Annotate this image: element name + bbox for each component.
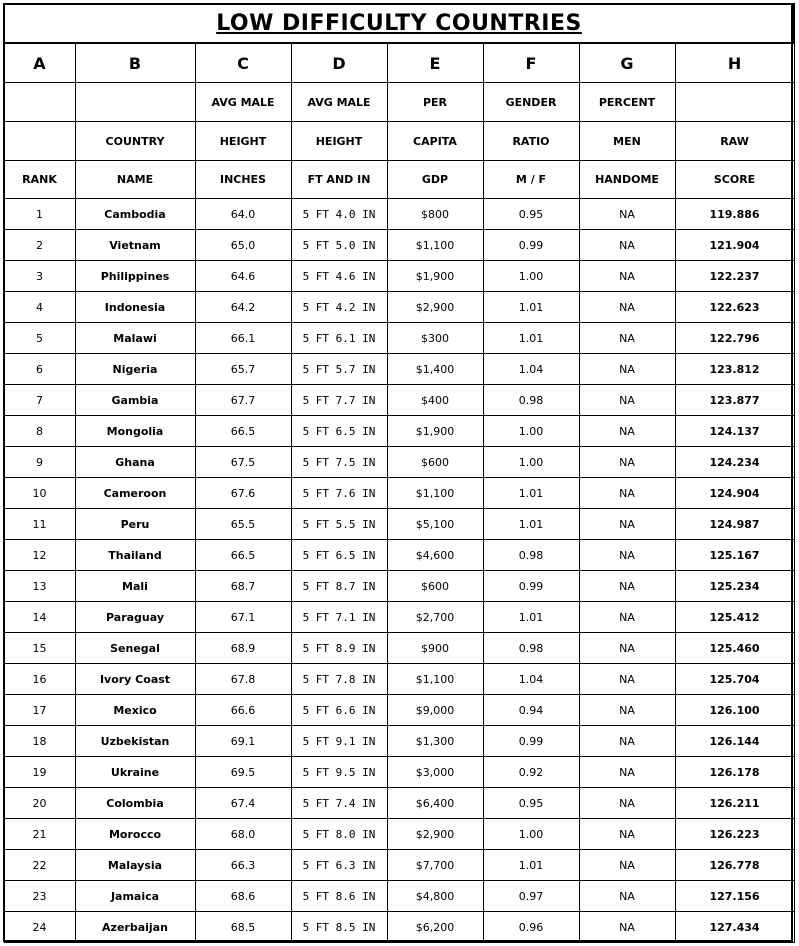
gender-ratio-cell: 1.01	[483, 509, 579, 540]
percent-men-cell: NA	[579, 230, 675, 261]
height-ftin-cell: 5 FT 8.5 IN	[291, 912, 387, 943]
height-ftin-cell: 5 FT 6.6 IN	[291, 695, 387, 726]
country-name-cell: Ukraine	[75, 757, 195, 788]
rank-cell: 10	[4, 478, 75, 509]
column-letter: A	[4, 43, 75, 83]
raw-score-cell: 121.904	[675, 230, 794, 261]
gender-ratio-cell: 1.01	[483, 602, 579, 633]
header-cell: RAW	[675, 122, 794, 161]
raw-score-cell: 127.156	[675, 881, 794, 912]
gender-ratio-cell: 0.99	[483, 726, 579, 757]
gdp-cell: $6,400	[387, 788, 483, 819]
height-inches-cell: 69.1	[195, 726, 291, 757]
gdp-cell: $1,100	[387, 230, 483, 261]
height-ftin-cell: 5 FT 6.5 IN	[291, 540, 387, 571]
gdp-cell: $1,300	[387, 726, 483, 757]
percent-men-cell: NA	[579, 509, 675, 540]
gdp-cell: $1,100	[387, 664, 483, 695]
height-ftin-cell: 5 FT 7.4 IN	[291, 788, 387, 819]
gdp-cell: $2,900	[387, 819, 483, 850]
raw-score-cell: 123.877	[675, 385, 794, 416]
gender-ratio-cell: 0.95	[483, 199, 579, 230]
height-ftin-cell: 5 FT 8.9 IN	[291, 633, 387, 664]
country-name-cell: Colombia	[75, 788, 195, 819]
percent-men-cell: NA	[579, 416, 675, 447]
header-cell: FT AND IN	[291, 161, 387, 199]
percent-men-cell: NA	[579, 447, 675, 478]
raw-score-cell: 126.144	[675, 726, 794, 757]
gender-ratio-cell: 1.01	[483, 478, 579, 509]
gdp-cell: $600	[387, 571, 483, 602]
gender-ratio-cell: 0.95	[483, 788, 579, 819]
height-inches-cell: 68.6	[195, 881, 291, 912]
percent-men-cell: NA	[579, 912, 675, 943]
height-inches-cell: 67.7	[195, 385, 291, 416]
percent-men-cell: NA	[579, 664, 675, 695]
rank-cell: 1	[4, 199, 75, 230]
gdp-cell: $1,400	[387, 354, 483, 385]
header-cell: PER	[387, 83, 483, 122]
country-name-cell: Ivory Coast	[75, 664, 195, 695]
country-name-cell: Morocco	[75, 819, 195, 850]
raw-score-cell: 122.796	[675, 323, 794, 354]
rank-cell: 12	[4, 540, 75, 571]
height-ftin-cell: 5 FT 4.6 IN	[291, 261, 387, 292]
raw-score-cell: 124.234	[675, 447, 794, 478]
column-letter: E	[387, 43, 483, 83]
header-cell: SCORE	[675, 161, 794, 199]
gdp-cell: $800	[387, 199, 483, 230]
header-cell: NAME	[75, 161, 195, 199]
percent-men-cell: NA	[579, 881, 675, 912]
height-ftin-cell: 5 FT 4.2 IN	[291, 292, 387, 323]
raw-score-cell: 125.412	[675, 602, 794, 633]
country-name-cell: Peru	[75, 509, 195, 540]
country-name-cell: Malawi	[75, 323, 195, 354]
gdp-cell: $600	[387, 447, 483, 478]
raw-score-cell: 127.434	[675, 912, 794, 943]
column-letter: H	[675, 43, 794, 83]
column-letter: D	[291, 43, 387, 83]
percent-men-cell: NA	[579, 354, 675, 385]
raw-score-cell: 126.778	[675, 850, 794, 881]
gdp-cell: $300	[387, 323, 483, 354]
height-ftin-cell: 5 FT 5.5 IN	[291, 509, 387, 540]
percent-men-cell: NA	[579, 385, 675, 416]
height-inches-cell: 66.1	[195, 323, 291, 354]
header-cell: AVG MALE	[291, 83, 387, 122]
header-cell: HEIGHT	[291, 122, 387, 161]
height-inches-cell: 66.5	[195, 540, 291, 571]
percent-men-cell: NA	[579, 478, 675, 509]
page-title: LOW DIFFICULTY COUNTRIES	[4, 4, 794, 43]
rank-cell: 17	[4, 695, 75, 726]
percent-men-cell: NA	[579, 199, 675, 230]
raw-score-cell: 126.211	[675, 788, 794, 819]
gdp-cell: $9,000	[387, 695, 483, 726]
gdp-cell: $900	[387, 633, 483, 664]
header-cell: CAPITA	[387, 122, 483, 161]
rank-cell: 11	[4, 509, 75, 540]
header-cell: MEN	[579, 122, 675, 161]
height-ftin-cell: 5 FT 6.5 IN	[291, 416, 387, 447]
gender-ratio-cell: 1.01	[483, 323, 579, 354]
gender-ratio-cell: 0.99	[483, 230, 579, 261]
gdp-cell: $3,000	[387, 757, 483, 788]
country-name-cell: Indonesia	[75, 292, 195, 323]
country-name-cell: Philippines	[75, 261, 195, 292]
percent-men-cell: NA	[579, 633, 675, 664]
gender-ratio-cell: 0.92	[483, 757, 579, 788]
country-name-cell: Thailand	[75, 540, 195, 571]
country-name-cell: Paraguay	[75, 602, 195, 633]
raw-score-cell: 122.237	[675, 261, 794, 292]
raw-score-cell: 126.223	[675, 819, 794, 850]
height-ftin-cell: 5 FT 7.5 IN	[291, 447, 387, 478]
height-ftin-cell: 5 FT 5.0 IN	[291, 230, 387, 261]
header-cell: INCHES	[195, 161, 291, 199]
country-name-cell: Mali	[75, 571, 195, 602]
gdp-cell: $2,700	[387, 602, 483, 633]
column-letter: F	[483, 43, 579, 83]
gdp-cell: $6,200	[387, 912, 483, 943]
country-name-cell: Gambia	[75, 385, 195, 416]
raw-score-cell: 124.904	[675, 478, 794, 509]
gender-ratio-cell: 1.00	[483, 447, 579, 478]
height-inches-cell: 66.6	[195, 695, 291, 726]
height-ftin-cell: 5 FT 5.7 IN	[291, 354, 387, 385]
rank-cell: 19	[4, 757, 75, 788]
country-name-cell: Uzbekistan	[75, 726, 195, 757]
height-inches-cell: 65.5	[195, 509, 291, 540]
rank-cell: 15	[4, 633, 75, 664]
percent-men-cell: NA	[579, 571, 675, 602]
height-inches-cell: 66.5	[195, 416, 291, 447]
percent-men-cell: NA	[579, 726, 675, 757]
height-inches-cell: 65.0	[195, 230, 291, 261]
percent-men-cell: NA	[579, 261, 675, 292]
country-name-cell: Jamaica	[75, 881, 195, 912]
header-cell: RANK	[4, 161, 75, 199]
percent-men-cell: NA	[579, 788, 675, 819]
raw-score-cell: 125.234	[675, 571, 794, 602]
country-name-cell: Malaysia	[75, 850, 195, 881]
height-ftin-cell: 5 FT 7.8 IN	[291, 664, 387, 695]
percent-men-cell: NA	[579, 757, 675, 788]
height-inches-cell: 68.9	[195, 633, 291, 664]
gender-ratio-cell: 1.04	[483, 354, 579, 385]
height-inches-cell: 67.4	[195, 788, 291, 819]
country-name-cell: Mongolia	[75, 416, 195, 447]
rank-cell: 9	[4, 447, 75, 478]
header-cell: COUNTRY	[75, 122, 195, 161]
raw-score-cell: 125.460	[675, 633, 794, 664]
raw-score-cell: 126.178	[675, 757, 794, 788]
country-name-cell: Senegal	[75, 633, 195, 664]
country-name-cell: Azerbaijan	[75, 912, 195, 943]
height-ftin-cell: 5 FT 8.6 IN	[291, 881, 387, 912]
gender-ratio-cell: 0.99	[483, 571, 579, 602]
header-cell: RATIO	[483, 122, 579, 161]
gender-ratio-cell: 1.01	[483, 850, 579, 881]
country-name-cell: Vietnam	[75, 230, 195, 261]
gdp-cell: $5,100	[387, 509, 483, 540]
percent-men-cell: NA	[579, 819, 675, 850]
header-cell: PERCENT	[579, 83, 675, 122]
country-name-cell: Ghana	[75, 447, 195, 478]
height-inches-cell: 64.6	[195, 261, 291, 292]
gdp-cell: $4,600	[387, 540, 483, 571]
percent-men-cell: NA	[579, 540, 675, 571]
gender-ratio-cell: 0.97	[483, 881, 579, 912]
country-name-cell: Cambodia	[75, 199, 195, 230]
raw-score-cell: 123.812	[675, 354, 794, 385]
rank-cell: 16	[4, 664, 75, 695]
column-letter: B	[75, 43, 195, 83]
gender-ratio-cell: 1.00	[483, 416, 579, 447]
gdp-cell: $1,100	[387, 478, 483, 509]
height-ftin-cell: 5 FT 7.1 IN	[291, 602, 387, 633]
percent-men-cell: NA	[579, 602, 675, 633]
header-cell: HANDOME	[579, 161, 675, 199]
raw-score-cell: 125.704	[675, 664, 794, 695]
height-inches-cell: 67.6	[195, 478, 291, 509]
header-cell: GDP	[387, 161, 483, 199]
gdp-cell: $400	[387, 385, 483, 416]
height-inches-cell: 65.7	[195, 354, 291, 385]
percent-men-cell: NA	[579, 292, 675, 323]
rank-cell: 22	[4, 850, 75, 881]
rank-cell: 2	[4, 230, 75, 261]
height-inches-cell: 69.5	[195, 757, 291, 788]
gender-ratio-cell: 1.04	[483, 664, 579, 695]
height-ftin-cell: 5 FT 7.6 IN	[291, 478, 387, 509]
rank-cell: 23	[4, 881, 75, 912]
percent-men-cell: NA	[579, 850, 675, 881]
header-cell: HEIGHT	[195, 122, 291, 161]
height-inches-cell: 68.5	[195, 912, 291, 943]
raw-score-cell: 125.167	[675, 540, 794, 571]
gender-ratio-cell: 0.98	[483, 633, 579, 664]
country-name-cell: Nigeria	[75, 354, 195, 385]
rank-cell: 18	[4, 726, 75, 757]
height-inches-cell: 67.8	[195, 664, 291, 695]
gdp-cell: $7,700	[387, 850, 483, 881]
rank-cell: 5	[4, 323, 75, 354]
rank-cell: 8	[4, 416, 75, 447]
raw-score-cell: 124.137	[675, 416, 794, 447]
gender-ratio-cell: 0.98	[483, 385, 579, 416]
height-ftin-cell: 5 FT 7.7 IN	[291, 385, 387, 416]
height-inches-cell: 68.0	[195, 819, 291, 850]
column-letter: C	[195, 43, 291, 83]
raw-score-cell: 124.987	[675, 509, 794, 540]
gdp-cell: $4,800	[387, 881, 483, 912]
rank-cell: 7	[4, 385, 75, 416]
rank-cell: 4	[4, 292, 75, 323]
rank-cell: 6	[4, 354, 75, 385]
column-letter: G	[579, 43, 675, 83]
raw-score-cell: 122.623	[675, 292, 794, 323]
gender-ratio-cell: 0.94	[483, 695, 579, 726]
height-ftin-cell: 5 FT 9.5 IN	[291, 757, 387, 788]
gender-ratio-cell: 1.00	[483, 819, 579, 850]
header-cell: GENDER	[483, 83, 579, 122]
rank-cell: 20	[4, 788, 75, 819]
height-ftin-cell: 5 FT 4.0 IN	[291, 199, 387, 230]
gender-ratio-cell: 0.98	[483, 540, 579, 571]
rank-cell: 21	[4, 819, 75, 850]
header-cell: M / F	[483, 161, 579, 199]
height-ftin-cell: 5 FT 8.0 IN	[291, 819, 387, 850]
rank-cell: 3	[4, 261, 75, 292]
gender-ratio-cell: 1.00	[483, 261, 579, 292]
country-name-cell: Mexico	[75, 695, 195, 726]
height-inches-cell: 66.3	[195, 850, 291, 881]
sheet-border	[3, 3, 793, 942]
gdp-cell: $1,900	[387, 261, 483, 292]
height-inches-cell: 64.2	[195, 292, 291, 323]
rank-cell: 14	[4, 602, 75, 633]
rank-cell: 13	[4, 571, 75, 602]
gender-ratio-cell: 1.01	[483, 292, 579, 323]
gdp-cell: $2,900	[387, 292, 483, 323]
height-ftin-cell: 5 FT 6.3 IN	[291, 850, 387, 881]
height-inches-cell: 68.7	[195, 571, 291, 602]
height-ftin-cell: 5 FT 9.1 IN	[291, 726, 387, 757]
height-inches-cell: 64.0	[195, 199, 291, 230]
percent-men-cell: NA	[579, 323, 675, 354]
header-cell: AVG MALE	[195, 83, 291, 122]
rank-cell: 24	[4, 912, 75, 943]
height-ftin-cell: 5 FT 6.1 IN	[291, 323, 387, 354]
height-ftin-cell: 5 FT 8.7 IN	[291, 571, 387, 602]
gender-ratio-cell: 0.96	[483, 912, 579, 943]
height-inches-cell: 67.5	[195, 447, 291, 478]
raw-score-cell: 126.100	[675, 695, 794, 726]
country-name-cell: Cameroon	[75, 478, 195, 509]
raw-score-cell: 119.886	[675, 199, 794, 230]
percent-men-cell: NA	[579, 695, 675, 726]
gdp-cell: $1,900	[387, 416, 483, 447]
height-inches-cell: 67.1	[195, 602, 291, 633]
